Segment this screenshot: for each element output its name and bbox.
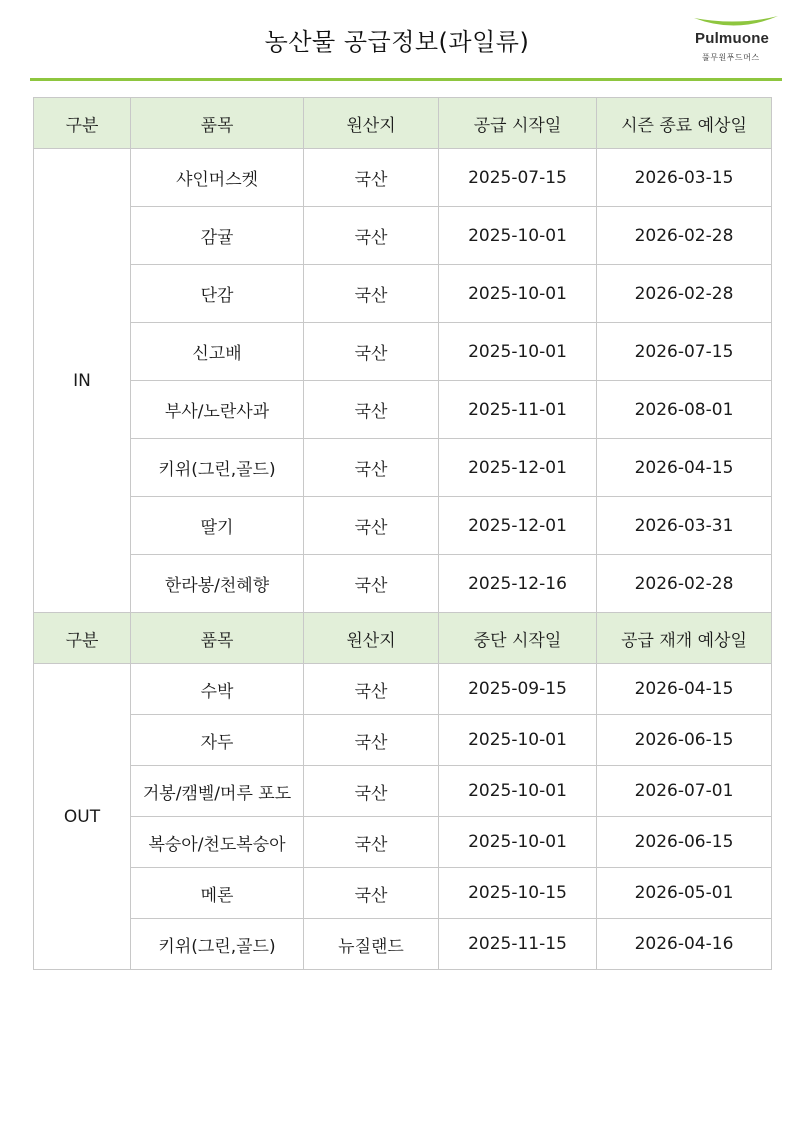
column-header: 원산지 (304, 98, 439, 149)
group-label-out: OUT (34, 664, 131, 970)
start-date-cell: 2025-10-01 (439, 766, 597, 817)
start-date-cell: 2025-12-01 (439, 497, 597, 555)
origin-cell: 국산 (304, 265, 439, 323)
table-row (34, 817, 772, 868)
start-date-cell: 2025-10-01 (439, 817, 597, 868)
table-row (34, 555, 772, 613)
item-cell: 딸기 (131, 497, 304, 555)
end-date-cell: 2026-06-15 (597, 715, 772, 766)
start-date-cell: 2025-11-15 (439, 919, 597, 970)
item-cell: 거봉/캠벨/머루 포도 (131, 766, 304, 817)
table-row (34, 149, 772, 207)
start-date-cell: 2025-07-15 (439, 149, 597, 207)
end-date-cell: 2026-06-15 (597, 817, 772, 868)
table-row (34, 207, 772, 265)
item-cell: 복숭아/천도복숭아 (131, 817, 304, 868)
start-date-cell: 2025-12-16 (439, 555, 597, 613)
column-header: 구분 (34, 613, 131, 664)
origin-cell: 국산 (304, 323, 439, 381)
column-header: 공급 시작일 (439, 98, 597, 149)
end-date-cell: 2026-08-01 (597, 381, 772, 439)
table-row (34, 497, 772, 555)
column-header: 원산지 (304, 613, 439, 664)
end-date-cell: 2026-02-28 (597, 555, 772, 613)
table-row (34, 265, 772, 323)
item-cell: 수박 (131, 664, 304, 715)
table-row (34, 439, 772, 497)
origin-cell: 국산 (304, 766, 439, 817)
table-row (34, 715, 772, 766)
end-date-cell: 2026-04-16 (597, 919, 772, 970)
table-row (34, 919, 772, 970)
end-date-cell: 2026-03-31 (597, 497, 772, 555)
origin-cell: 국산 (304, 817, 439, 868)
end-date-cell: 2026-02-28 (597, 265, 772, 323)
table-row (34, 323, 772, 381)
item-cell: 메론 (131, 868, 304, 919)
origin-cell: 국산 (304, 555, 439, 613)
start-date-cell: 2025-11-01 (439, 381, 597, 439)
column-header: 품목 (131, 613, 304, 664)
start-date-cell: 2025-10-01 (439, 323, 597, 381)
out-header-row (34, 613, 772, 664)
item-cell: 신고배 (131, 323, 304, 381)
origin-cell: 국산 (304, 381, 439, 439)
table-row (34, 381, 772, 439)
end-date-cell: 2026-03-15 (597, 149, 772, 207)
origin-cell: 국산 (304, 497, 439, 555)
item-cell: 키위(그린,골드) (131, 919, 304, 970)
origin-cell: 국산 (304, 868, 439, 919)
logo-brand-text: Pulmuone (695, 30, 770, 47)
origin-cell: 뉴질랜드 (304, 919, 439, 970)
origin-cell: 국산 (304, 439, 439, 497)
table-row (34, 868, 772, 919)
start-date-cell: 2025-12-01 (439, 439, 597, 497)
end-date-cell: 2026-07-01 (597, 766, 772, 817)
origin-cell: 국산 (304, 664, 439, 715)
column-header: 품목 (131, 98, 304, 149)
column-header: 구분 (34, 98, 131, 149)
item-cell: 한라봉/천혜향 (131, 555, 304, 613)
item-cell: 단감 (131, 265, 304, 323)
item-cell: 키위(그린,골드) (131, 439, 304, 497)
start-date-cell: 2025-10-01 (439, 207, 597, 265)
pulmuone-logo (690, 10, 782, 70)
page-title: 농산물 공급정보(과일류) (264, 28, 530, 56)
table-row (34, 766, 772, 817)
logo-sub-text: 풀무원푸드머스 (702, 53, 760, 62)
column-header: 시즌 종료 예상일 (597, 98, 772, 149)
end-date-cell: 2026-04-15 (597, 664, 772, 715)
header-divider (30, 78, 782, 81)
origin-cell: 국산 (304, 715, 439, 766)
item-cell: 부사/노란사과 (131, 381, 304, 439)
start-date-cell: 2025-10-15 (439, 868, 597, 919)
table-row (34, 664, 772, 715)
end-date-cell: 2026-07-15 (597, 323, 772, 381)
column-header: 중단 시작일 (439, 613, 597, 664)
supply-table (33, 97, 772, 970)
end-date-cell: 2026-04-15 (597, 439, 772, 497)
item-cell: 자두 (131, 715, 304, 766)
origin-cell: 국산 (304, 207, 439, 265)
column-header: 공급 재개 예상일 (597, 613, 772, 664)
in-header-row (34, 98, 772, 149)
item-cell: 감귤 (131, 207, 304, 265)
origin-cell: 국산 (304, 149, 439, 207)
start-date-cell: 2025-10-01 (439, 715, 597, 766)
item-cell: 샤인머스켓 (131, 149, 304, 207)
leaf-swoosh-icon (692, 12, 780, 30)
group-label-in: IN (34, 149, 131, 613)
start-date-cell: 2025-09-15 (439, 664, 597, 715)
end-date-cell: 2026-05-01 (597, 868, 772, 919)
end-date-cell: 2026-02-28 (597, 207, 772, 265)
start-date-cell: 2025-10-01 (439, 265, 597, 323)
